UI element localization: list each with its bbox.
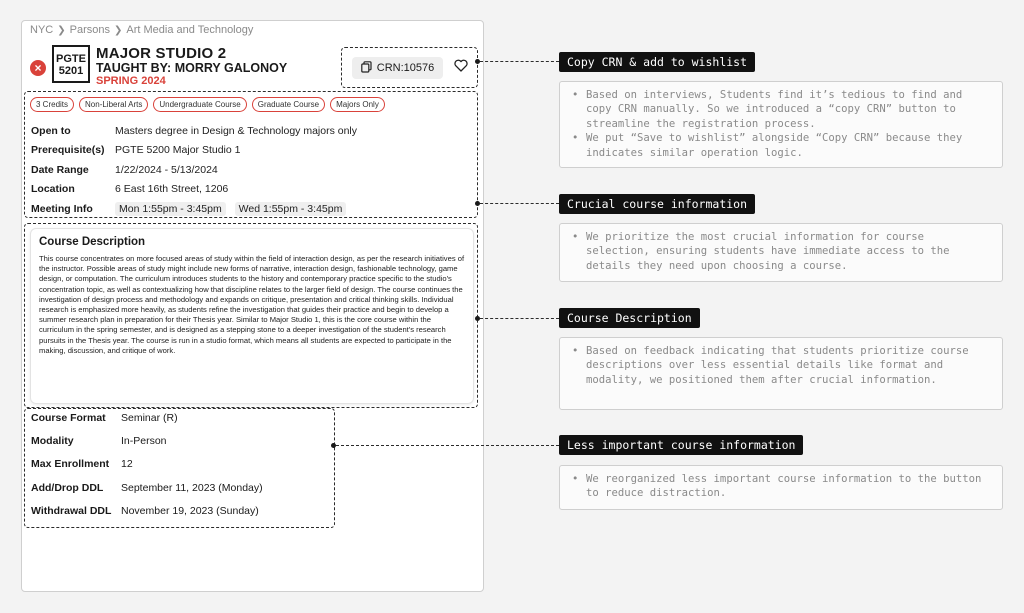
meeting-slot: Wed 1:55pm - 3:45pm <box>235 202 347 216</box>
breadcrumb <box>30 24 253 36</box>
info-value: 12 <box>121 458 133 470</box>
crn-label: CRN:10576 <box>376 62 435 74</box>
info-key: Course Format <box>31 412 106 424</box>
info-key: Meeting Info <box>31 203 93 215</box>
info-row-open-to <box>31 125 357 137</box>
annotation-note-less-important: • We reorganized less important course information to the button to reduce distraction. <box>559 465 1003 510</box>
course-code-box <box>52 45 90 83</box>
leader-line <box>480 318 559 319</box>
close-icon[interactable]: × <box>30 60 46 76</box>
course-description-card <box>30 228 474 404</box>
info-row-date-range <box>31 164 218 176</box>
info-row-modality <box>31 435 167 447</box>
copy-crn-button[interactable] <box>352 57 443 79</box>
info-value: September 11, 2023 (Monday) <box>121 482 263 494</box>
annotation-label-crucial: Crucial course information <box>559 194 755 214</box>
info-row-add-drop <box>31 482 263 494</box>
info-value: Seminar (R) <box>121 412 178 424</box>
info-row-meeting <box>31 203 352 215</box>
course-title: MAJOR STUDIO 2 <box>96 45 227 62</box>
tag-undergraduate: Undergraduate Course <box>153 97 246 112</box>
info-value: In-Person <box>121 435 167 447</box>
annotation-label-crn: Copy CRN & add to wishlist <box>559 52 755 72</box>
heart-icon <box>454 59 468 77</box>
annotation-label-description: Course Description <box>559 308 700 328</box>
info-row-withdrawal <box>31 505 259 517</box>
tag-list <box>30 97 385 112</box>
info-key: Max Enrollment <box>31 458 110 470</box>
chevron-right-icon: ❯ <box>57 24 66 36</box>
annotation-note-crucial: • We prioritize the most crucial information for course selection, ensuring students have immediate access to the details they need upon choosing a course. <box>559 223 1003 282</box>
info-key: Prerequisite(s) <box>31 144 105 156</box>
course-term: SPRING 2024 <box>96 75 166 87</box>
course-instructor: TAUGHT BY: MORRY GALONOY <box>96 61 288 75</box>
tag-majors-only: Majors Only <box>330 97 385 112</box>
tag-credits: 3 Credits <box>30 97 74 112</box>
tag-non-liberal-arts: Non-Liberal Arts <box>79 97 148 112</box>
info-row-max-enrollment <box>31 458 133 470</box>
info-key: Date Range <box>31 164 89 176</box>
info-value: PGTE 5200 Major Studio 1 <box>115 144 241 156</box>
info-key: Withdrawal DDL <box>31 505 112 517</box>
course-code-subject: PGTE <box>56 53 86 65</box>
info-value: 1/22/2024 - 5/13/2024 <box>115 164 218 176</box>
info-value: Masters degree in Design & Technology majors only <box>115 125 358 137</box>
description-body: This course concentrates on more focused areas of study within the field of interaction design, as per the research initiatives of the instructor. Possible areas of study might include new forms of narrative, interaction design, fashionable technology, game design, or computation. The curriculum introduces students to the history and contemporary practice specific to the studio's concentration topic, as well as contextualizing how that discipline relates to the larger field of design. The course continues the investigation of design process and methodology and expands on critique, presentation and critical thinking skills. Individual research is emphasized more heavily, as students refine the investigation that guides their practice and begin to develop a summer research plan in preparation for their Thesis year. Similar to Major Studio 1, this is the core course within the curriculum in the spring semester, and is designed as a stepping stone to a deeper investigation of the student's research pursuits in the Thesis year. The course is run in a studio format, which means all students are expected to participate in the making, discussion, and critique of work. <box>39 254 465 355</box>
chevron-right-icon: ❯ <box>113 24 123 36</box>
copy-icon <box>361 61 372 76</box>
wishlist-button[interactable] <box>449 57 473 79</box>
annotation-label-less-important: Less important course information <box>559 435 803 455</box>
info-value: 6 East 16th Street, 1206 <box>115 183 229 195</box>
annotation-bullet: We put “Save to wishlist” alongside “Copy CRN” because they indicates similar operation logic. <box>586 132 963 159</box>
course-code-number: 5201 <box>58 65 84 77</box>
description-title: Course Description <box>39 236 146 248</box>
annotation-bullet: Based on interviews, Students find it’s tedious to find and copy CRN manually. So we introduced a “copy CRN” button to streamline the registration process. <box>586 89 963 130</box>
info-key: Location <box>31 183 75 195</box>
info-row-location <box>31 183 228 195</box>
breadcrumb-item-parsons[interactable]: Parsons <box>69 24 110 36</box>
annotation-bullet: Based on feedback indicating that students prioritize course descriptions over less essential details like format and modality, we positioned them after crucial information. <box>586 345 969 386</box>
info-row-prerequisites <box>31 144 240 156</box>
info-row-course-format <box>31 412 178 424</box>
leader-line <box>480 203 559 204</box>
annotation-note-description: • Based on feedback indicating that students prioritize course descriptions over less essential details like format and modality, we positioned them after crucial information. <box>559 337 1003 410</box>
annotation-bullet: We reorganized less important course information to the button to reduce distraction. <box>586 473 982 500</box>
info-key: Open to <box>31 125 71 137</box>
info-key: Add/Drop DDL <box>31 482 104 494</box>
leader-line <box>480 61 559 62</box>
info-key: Modality <box>31 435 74 447</box>
annotation-bullet: We prioritize the most crucial information for course selection, ensuring students have immediate access to the details they need upon choosing a course. <box>586 231 950 272</box>
annotation-note-crn: • Based on interviews, Students find it’s tedious to find and copy CRN manually. So we introduced a “copy CRN” button to streamline the registration process. • We put “Save to wishlist” alongside “Copy CRN” because they indicates similar operation logic. <box>559 81 1003 168</box>
breadcrumb-item-department[interactable]: Art Media and Technology <box>126 24 254 36</box>
leader-line <box>336 445 559 446</box>
meeting-slot: Mon 1:55pm - 3:45pm <box>115 202 226 216</box>
info-value: November 19, 2023 (Sunday) <box>121 505 259 517</box>
breadcrumb-item-nyc[interactable]: NYC <box>30 24 54 36</box>
tag-graduate: Graduate Course <box>252 97 325 112</box>
